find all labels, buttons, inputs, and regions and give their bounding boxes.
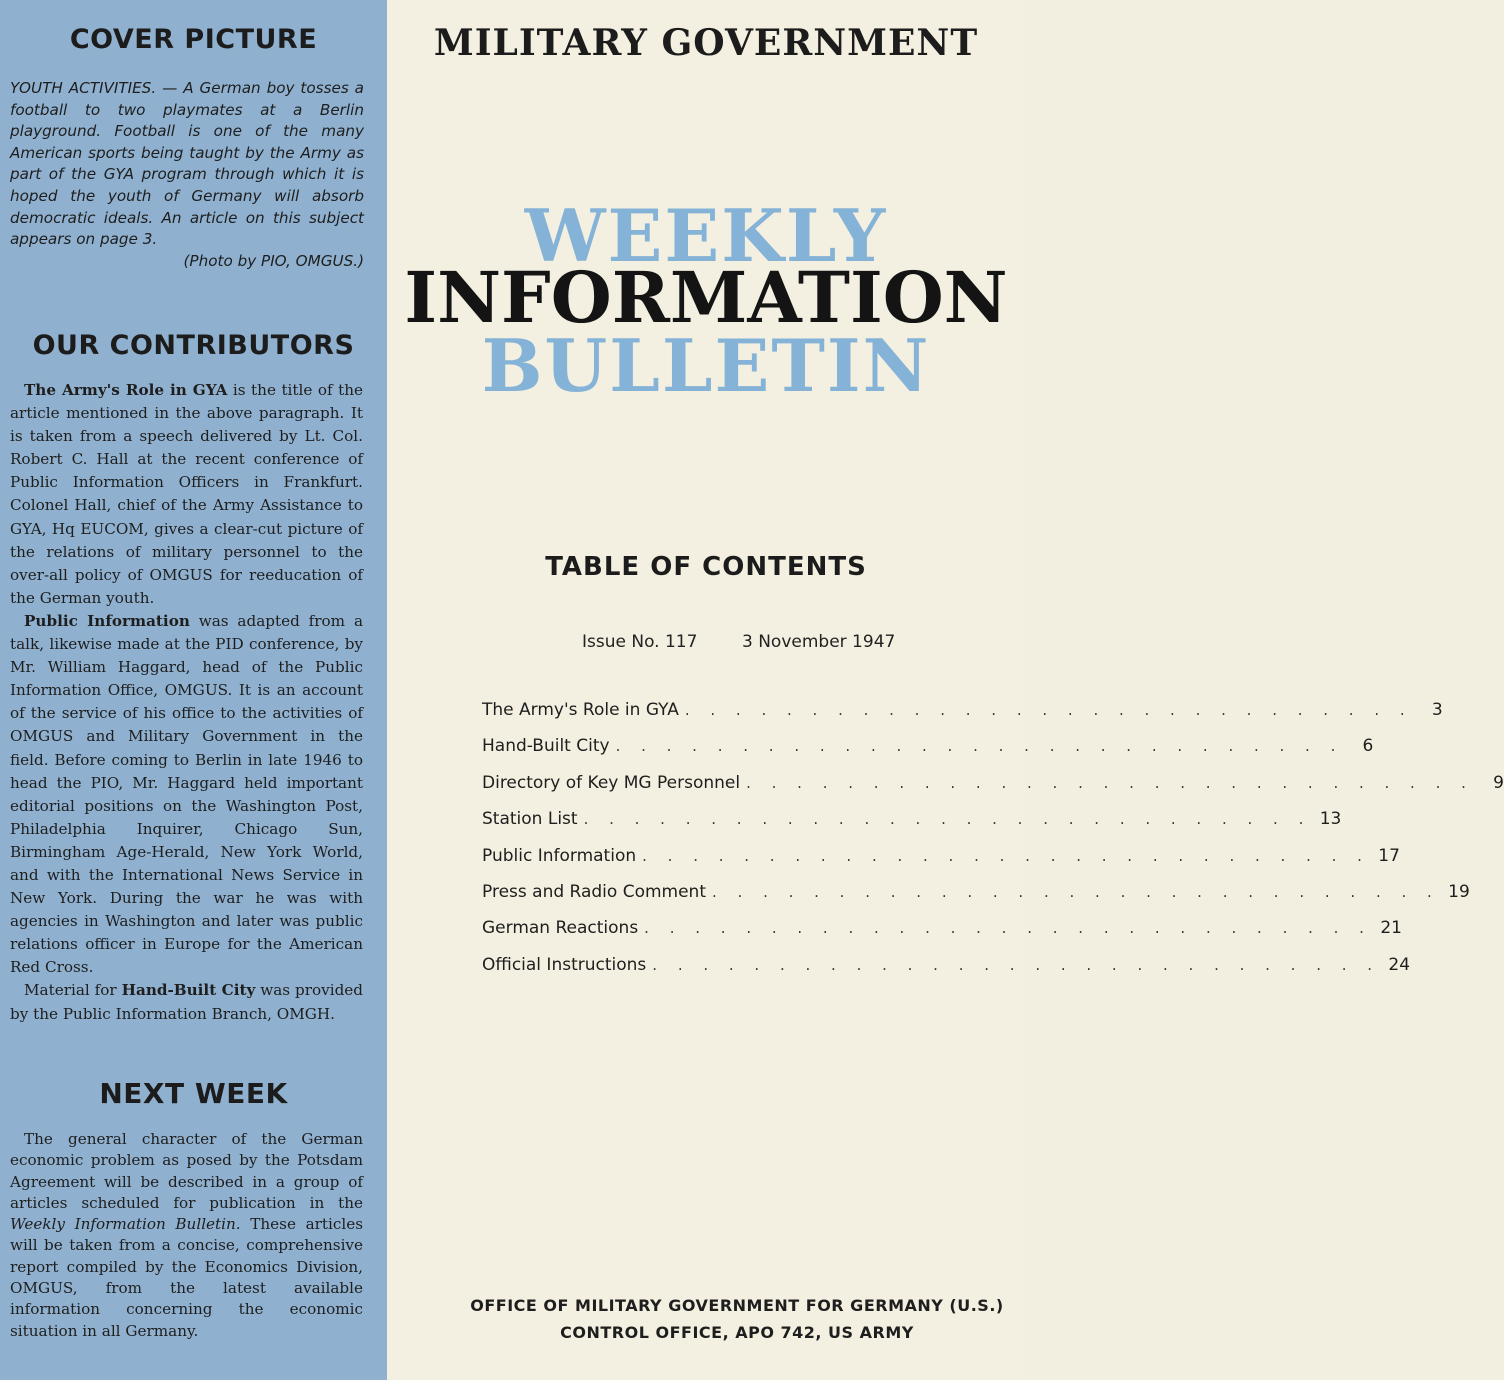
toc-leader-dots: . . . . . . . . . . . . . . . . . . . . . . . . . . . . . <box>642 846 1370 865</box>
cover-picture-heading: COVER PICTURE <box>69 24 318 55</box>
toc-item-armys-role[interactable] <box>482 700 1443 736</box>
toc-leader-dots: . . . . . . . . . . . . . . . . . . . . . . . . . . . . . <box>746 773 1474 792</box>
next-week-publication-title: Weekly Information Bulletin. <box>10 1215 241 1234</box>
toc-item-page: 3 <box>1431 700 1443 720</box>
table-of-contents-heading: TABLE OF CONTENTS <box>545 552 867 582</box>
toc-item-title: Official Instructions <box>482 954 647 975</box>
toc-leader-dots: . . . . . . . . . . . . . . . . . . . . . . . . . . . . . <box>652 955 1381 974</box>
article-title-hand-built-city: Hand-Built City <box>121 981 256 1000</box>
toc-item-page: 24 <box>1388 954 1411 975</box>
toc-item-press-radio[interactable] <box>482 881 1470 918</box>
toc-item-page: 19 <box>1448 881 1470 902</box>
toc-leader-dots: . . . . . . . . . . . . . . . . . . . . . . . . . . . . . <box>583 810 1312 829</box>
toc-item-title: Station List <box>482 809 578 830</box>
article-title-public-information: Public Information <box>24 611 190 630</box>
cover-caption <box>10 78 364 272</box>
toc-item-public-information[interactable] <box>482 845 1400 882</box>
toc-leader-dots: . . . . . . . . . . . . . . . . . . . . . . . . . . . . . <box>615 737 1344 756</box>
our-contributors-heading: OUR CONTRIBUTORS <box>32 330 355 361</box>
toc-item-title: Public Information <box>482 845 637 866</box>
contributors-paragraph-3 <box>10 979 363 1025</box>
contributors-p2-text: was adapted from a talk, likewise made at the PID conference, by Mr. William Haggard, head of the Public Information Office, OMGUS. It is an account of the service of his office to the activities of OMGUS and Military Government in the field. Before coming to Berlin in late 1946 to head the PIO, Mr. Haggard held important editorial positions on the Washington Post, Philadelphia Inquirer, Chicago Sun, Birmingham Age-Herald, New York World, and with the International News Service in New York. During the war he was with agencies in Washington and later was public relations officer in Europe for the American Red Cross. <box>10 611 363 977</box>
toc-item-title: Press and Radio Comment <box>482 881 706 902</box>
masthead-bulletin: BULLETIN <box>481 323 931 408</box>
toc-item-title: Hand-Built City <box>482 736 610 757</box>
contributors-body <box>10 379 363 1026</box>
next-week-heading: NEXT WEEK <box>99 1077 288 1110</box>
toc-item-page: 17 <box>1378 845 1400 866</box>
military-government-title: MILITARY GOVERNMENT <box>433 22 979 64</box>
next-week-text-post: These articles will be taken from a concise, comprehensive report compiled by the Economics Division, OMGUS, from the latest available information concerning the economic situation in all Germany. <box>10 1215 363 1340</box>
photo-credit: (Photo by PIO, OMGUS.) <box>183 251 364 270</box>
toc-leader-dots: . . . . . . . . . . . . . . . . . . . . . . . . . . . . . <box>712 882 1440 901</box>
toc-item-page: 9 <box>1493 772 1504 793</box>
contributors-p1-text: is the title of the article mentioned in the above paragraph. It is taken from a speech delivered by Lt. Col. Robert C. Hall at the recent conference of Public Information Officers in Frankfurt. Colonel Hall, chief of the Army Assistance to GYA, Hq EUCOM, gives a clear-cut picture of the relations of military personnel to the over-all policy of OMGUS for reeducation of the German youth. <box>10 381 364 607</box>
next-week-text-pre: The general character of the German economic problem as posed by the Potsdam Agreement will be described in a group of articles scheduled for publication in the <box>10 1130 363 1212</box>
table-of-contents-list <box>482 700 1504 991</box>
toc-item-title: Directory of Key MG Personnel <box>482 772 741 793</box>
toc-item-page: 6 <box>1362 736 1374 757</box>
next-week-paragraph <box>10 1129 363 1342</box>
toc-item-station-list[interactable] <box>482 809 1342 845</box>
footer-office-line: OFFICE OF MILITARY GOVERNMENT FOR GERMANY (U.S.) <box>470 1296 1004 1315</box>
toc-item-page: 21 <box>1380 918 1402 939</box>
toc-item-title: German Reactions <box>482 918 639 939</box>
masthead-weekly: WEEKLY <box>524 193 888 278</box>
toc-leader-dots: . . . . . . . . . . . . . . . . . . . . . . . . . . . . . <box>684 701 1413 719</box>
footer-control-line: CONTROL OFFICE, APO 742, US ARMY <box>560 1323 914 1342</box>
toc-item-german-reactions[interactable] <box>482 918 1402 954</box>
toc-item-official-instructions[interactable] <box>482 954 1411 991</box>
issue-number: Issue No. 117 <box>582 632 698 652</box>
toc-leader-dots: . . . . . . . . . . . . . . . . . . . . . . . . . . . . . <box>644 919 1372 938</box>
toc-item-directory[interactable] <box>482 772 1504 809</box>
toc-item-title: The Army's Role in GYA <box>482 700 679 720</box>
contributors-paragraph-1 <box>10 379 363 610</box>
contributors-p3-pre: Material for <box>24 981 122 1000</box>
contributors-paragraph-2 <box>10 610 363 980</box>
article-title-gya: The Army's Role in GYA <box>24 381 228 399</box>
toc-item-page: 13 <box>1319 809 1342 830</box>
masthead-information: INFORMATION <box>404 256 1008 339</box>
contributors-p3-text: was provided by the Public Information Branch, OMGH. <box>10 981 364 1023</box>
cover-caption-text: YOUTH ACTIVITIES. — A German boy tosses a football to two playmates at a Berlin playground. Football is one of the many American sports being taught by the Army as part of the GYA program through which it is hoped the youth of Germany will absorb democratic ideals. An article on this subject appears on page 3. <box>10 79 364 249</box>
next-week-body <box>10 1129 363 1342</box>
toc-item-hand-built-city[interactable] <box>482 736 1374 772</box>
issue-date: 3 November 1947 <box>742 632 896 652</box>
